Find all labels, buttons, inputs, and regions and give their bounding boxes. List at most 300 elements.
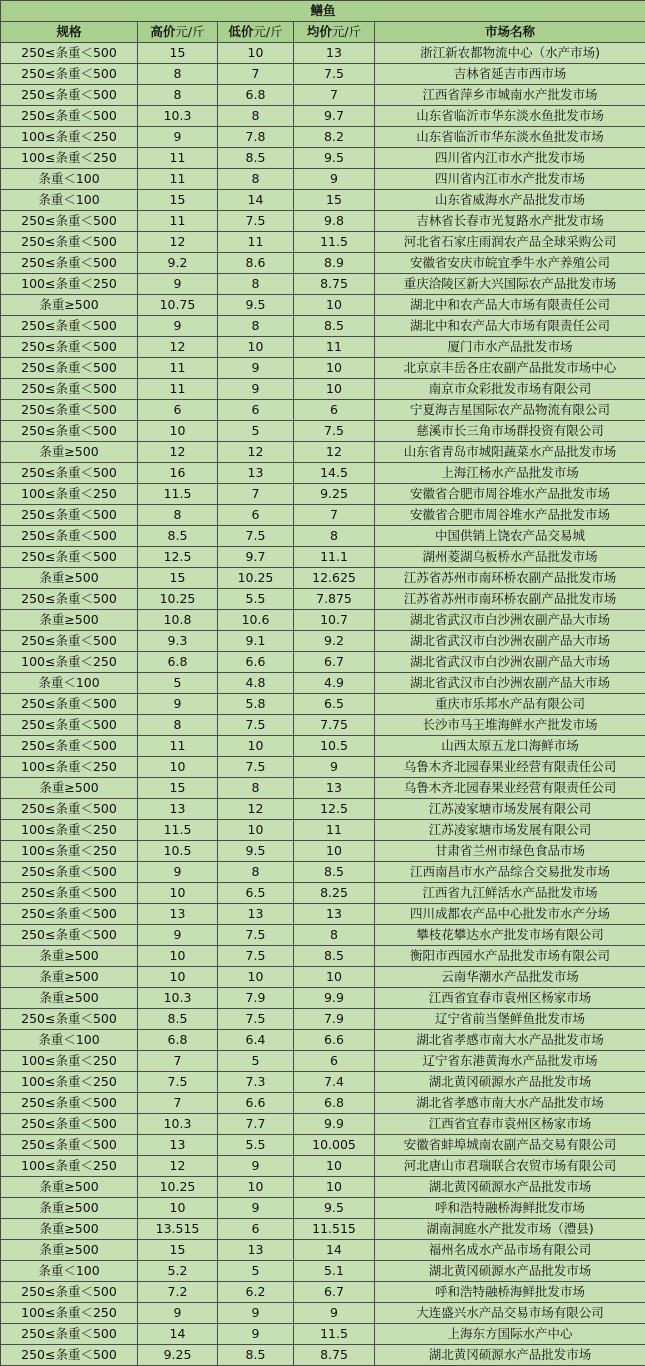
low-price-cell: 9.5 — [218, 295, 294, 316]
table-row — [1, 211, 645, 232]
low-price-cell: 10 — [218, 337, 294, 358]
table-row — [1, 694, 645, 715]
high-price-cell: 11 — [138, 736, 218, 757]
table-row — [1, 1114, 645, 1135]
spec-cell: 250≤条重＜500 — [1, 400, 138, 421]
avg-price-cell: 7.75 — [294, 715, 375, 736]
low-price-cell: 5 — [218, 1261, 294, 1282]
low-price-cell: 12 — [218, 799, 294, 820]
spec-cell: 条重＜100 — [1, 169, 138, 190]
high-price-cell: 15 — [138, 1240, 218, 1261]
market-name-cell: 乌鲁木齐北园春果业经营有限责任公司 — [375, 757, 645, 778]
table-row — [1, 736, 645, 757]
table-row — [1, 106, 645, 127]
table-row — [1, 526, 645, 547]
low-price-cell: 9.7 — [218, 547, 294, 568]
low-price-cell: 4.8 — [218, 673, 294, 694]
high-price-cell: 8.5 — [138, 1009, 218, 1030]
high-price-cell: 6.8 — [138, 652, 218, 673]
low-price-cell: 10 — [218, 967, 294, 988]
avg-price-cell: 7 — [294, 505, 375, 526]
market-name-cell: 宁夏海吉星国际农产品物流有限公司 — [375, 400, 645, 421]
table-row — [1, 799, 645, 820]
table-row — [1, 820, 645, 841]
high-price-cell: 11 — [138, 169, 218, 190]
table-row — [1, 589, 645, 610]
low-price-cell: 14 — [218, 190, 294, 211]
low-price-cell: 10.25 — [218, 568, 294, 589]
market-name-cell: 中国供销上饶农产品交易城 — [375, 526, 645, 547]
avg-price-cell: 8.5 — [294, 946, 375, 967]
market-name-cell: 安徽省蚌埠城南农副产品交易有限公司 — [375, 1135, 645, 1156]
high-price-cell: 5.2 — [138, 1261, 218, 1282]
spec-cell: 250≤条重＜500 — [1, 862, 138, 883]
low-price-cell: 6.2 — [218, 1282, 294, 1303]
spec-cell: 250≤条重＜500 — [1, 106, 138, 127]
high-price-cell: 8.5 — [138, 526, 218, 547]
spec-cell: 250≤条重＜500 — [1, 799, 138, 820]
high-price-cell: 10.5 — [138, 841, 218, 862]
market-name-cell: 安徽省合肥市周谷堆水产品批发市场 — [375, 484, 645, 505]
spec-cell: 250≤条重＜500 — [1, 883, 138, 904]
avg-price-cell: 8.25 — [294, 883, 375, 904]
avg-price-cell: 8 — [294, 925, 375, 946]
market-name-cell: 吉林省长春市光复路水产批发市场 — [375, 211, 645, 232]
market-name-cell: 江西省宜春市袁州区杨家市场 — [375, 988, 645, 1009]
table-row — [1, 463, 645, 484]
avg-price-cell: 7.5 — [294, 421, 375, 442]
market-name-cell: 江苏凌家塘市场发展有限公司 — [375, 799, 645, 820]
market-name-cell: 辽宁省前当堡鲜鱼批发市场 — [375, 1009, 645, 1030]
avg-price-cell: 12.625 — [294, 568, 375, 589]
spec-cell: 250≤条重＜500 — [1, 85, 138, 106]
avg-price-cell: 9 — [294, 169, 375, 190]
low-price-cell: 9.1 — [218, 631, 294, 652]
high-price-cell: 10 — [138, 1198, 218, 1219]
table-row — [1, 1093, 645, 1114]
avg-price-cell: 5.1 — [294, 1261, 375, 1282]
high-price-cell: 11.5 — [138, 820, 218, 841]
spec-cell: 250≤条重＜500 — [1, 925, 138, 946]
avg-price-cell: 9.7 — [294, 106, 375, 127]
high-price-cell: 11 — [138, 358, 218, 379]
market-name-cell: 吉林省延吉市西市场 — [375, 64, 645, 85]
low-price-cell: 8 — [218, 862, 294, 883]
market-name-cell: 四川省内江市水产批发市场 — [375, 148, 645, 169]
high-price-cell: 12 — [138, 442, 218, 463]
market-name-cell: 上海江杨水产品批发市场 — [375, 463, 645, 484]
avg-price-cell: 11 — [294, 337, 375, 358]
table-row — [1, 610, 645, 631]
low-price-cell: 8 — [218, 169, 294, 190]
spec-cell: 100≤条重＜250 — [1, 484, 138, 505]
spec-cell: 条重＜100 — [1, 1261, 138, 1282]
high-price-cell: 12.5 — [138, 547, 218, 568]
table-row — [1, 988, 645, 1009]
high-price-cell: 16 — [138, 463, 218, 484]
avg-price-cell: 14.5 — [294, 463, 375, 484]
col-header-spec: 规格 — [1, 22, 138, 43]
market-name-cell: 湖北黄冈硕源水产品批发市场 — [375, 1261, 645, 1282]
low-price-cell: 6.5 — [218, 883, 294, 904]
spec-cell: 条重＜100 — [1, 190, 138, 211]
table-row — [1, 652, 645, 673]
col-header-high-unit: 元/斤 — [175, 24, 205, 39]
low-price-cell: 6 — [218, 505, 294, 526]
avg-price-cell: 12.5 — [294, 799, 375, 820]
low-price-cell: 8 — [218, 106, 294, 127]
low-price-cell: 7 — [218, 484, 294, 505]
high-price-cell: 10.3 — [138, 106, 218, 127]
low-price-cell: 10.6 — [218, 610, 294, 631]
low-price-cell: 7.5 — [218, 757, 294, 778]
table-row — [1, 274, 645, 295]
table-row — [1, 1072, 645, 1093]
market-name-cell: 江西省萍乡市城南水产批发市场 — [375, 85, 645, 106]
table-row — [1, 883, 645, 904]
low-price-cell: 8.5 — [218, 1345, 294, 1366]
spec-cell: 250≤条重＜500 — [1, 421, 138, 442]
high-price-cell: 8 — [138, 85, 218, 106]
spec-cell: 250≤条重＜500 — [1, 505, 138, 526]
market-name-cell: 长沙市马王堆海鲜水产批发市场 — [375, 715, 645, 736]
spec-cell: 条重≥500 — [1, 295, 138, 316]
low-price-cell: 8.5 — [218, 148, 294, 169]
low-price-cell: 6.8 — [218, 85, 294, 106]
table-row — [1, 1198, 645, 1219]
spec-cell: 250≤条重＜500 — [1, 1345, 138, 1366]
low-price-cell: 9 — [218, 379, 294, 400]
table-row — [1, 43, 645, 64]
market-name-cell: 山东省临沂市华东淡水鱼批发市场 — [375, 127, 645, 148]
market-name-cell: 乌鲁木齐北园春果业经营有限责任公司 — [375, 778, 645, 799]
high-price-cell: 10.3 — [138, 1114, 218, 1135]
spec-cell: 条重≥500 — [1, 946, 138, 967]
avg-price-cell: 9.8 — [294, 211, 375, 232]
low-price-cell: 8 — [218, 778, 294, 799]
avg-price-cell: 6.5 — [294, 694, 375, 715]
spec-cell: 250≤条重＜500 — [1, 43, 138, 64]
avg-price-cell: 8.75 — [294, 1345, 375, 1366]
market-name-cell: 重庆市乐邦水产品有限公司 — [375, 694, 645, 715]
spec-cell: 100≤条重＜250 — [1, 757, 138, 778]
low-price-cell: 5.5 — [218, 589, 294, 610]
low-price-cell: 6 — [218, 400, 294, 421]
spec-cell: 250≤条重＜500 — [1, 337, 138, 358]
spec-cell: 250≤条重＜500 — [1, 211, 138, 232]
low-price-cell: 7.5 — [218, 526, 294, 547]
avg-price-cell: 10 — [294, 1177, 375, 1198]
high-price-cell: 15 — [138, 568, 218, 589]
low-price-cell: 13 — [218, 463, 294, 484]
market-name-cell: 厦门市水产品批发市场 — [375, 337, 645, 358]
high-price-cell: 13.515 — [138, 1219, 218, 1240]
market-name-cell: 湖北省武汉市白沙洲农副产品大市场 — [375, 610, 645, 631]
high-price-cell: 7.5 — [138, 1072, 218, 1093]
high-price-cell: 10 — [138, 757, 218, 778]
table-row — [1, 358, 645, 379]
avg-price-cell: 7 — [294, 85, 375, 106]
low-price-cell: 6 — [218, 1219, 294, 1240]
spec-cell: 条重≥500 — [1, 610, 138, 631]
high-price-cell: 12 — [138, 232, 218, 253]
high-price-cell: 9.25 — [138, 1345, 218, 1366]
market-name-cell: 湖北省武汉市白沙洲农副产品大市场 — [375, 673, 645, 694]
spec-cell: 250≤条重＜500 — [1, 694, 138, 715]
title-row — [1, 1, 645, 22]
table-row — [1, 967, 645, 988]
low-price-cell: 10 — [218, 736, 294, 757]
table-row — [1, 295, 645, 316]
avg-price-cell: 7.9 — [294, 1009, 375, 1030]
low-price-cell: 9 — [218, 1324, 294, 1345]
high-price-cell: 11 — [138, 148, 218, 169]
avg-price-cell: 4.9 — [294, 673, 375, 694]
table-row — [1, 1261, 645, 1282]
high-price-cell: 9 — [138, 316, 218, 337]
low-price-cell: 7.8 — [218, 127, 294, 148]
avg-price-cell: 9 — [294, 1303, 375, 1324]
spec-cell: 条重≥500 — [1, 442, 138, 463]
low-price-cell: 5.5 — [218, 1135, 294, 1156]
table-title: 鳝鱼 — [1, 1, 645, 22]
market-name-cell: 江西省宜春市袁州区杨家市场 — [375, 1114, 645, 1135]
low-price-cell: 13 — [218, 1240, 294, 1261]
avg-price-cell: 6.7 — [294, 1282, 375, 1303]
spec-cell: 250≤条重＜500 — [1, 904, 138, 925]
high-price-cell: 9 — [138, 127, 218, 148]
table-row — [1, 253, 645, 274]
market-name-cell: 辽宁省东港黄海水产品批发市场 — [375, 1051, 645, 1072]
avg-price-cell: 8.2 — [294, 127, 375, 148]
market-name-cell: 湖北省武汉市白沙洲农副产品大市场 — [375, 631, 645, 652]
spec-cell: 250≤条重＜500 — [1, 64, 138, 85]
avg-price-cell: 7.5 — [294, 64, 375, 85]
avg-price-cell: 13 — [294, 43, 375, 64]
spec-cell: 250≤条重＜500 — [1, 379, 138, 400]
table-row — [1, 337, 645, 358]
spec-cell: 条重≥500 — [1, 1177, 138, 1198]
high-price-cell: 8 — [138, 715, 218, 736]
high-price-cell: 10.8 — [138, 610, 218, 631]
high-price-cell: 9.2 — [138, 253, 218, 274]
market-name-cell: 呼和浩特融桥海鲜批发市场 — [375, 1198, 645, 1219]
high-price-cell: 7.2 — [138, 1282, 218, 1303]
table-row — [1, 190, 645, 211]
market-name-cell: 攀枝花攀达水产批发市场有限公司 — [375, 925, 645, 946]
market-name-cell: 四川成都农产品中心批发市水产分场 — [375, 904, 645, 925]
market-name-cell: 大连盛兴水产品交易市场有限公司 — [375, 1303, 645, 1324]
market-name-cell: 湖南洞庭水产批发市场（澧县) — [375, 1219, 645, 1240]
low-price-cell: 8 — [218, 274, 294, 295]
market-name-cell: 呼和浩特融桥海鲜批发市场 — [375, 1282, 645, 1303]
table-row — [1, 1156, 645, 1177]
table-row — [1, 1051, 645, 1072]
spec-cell: 条重≥500 — [1, 967, 138, 988]
market-name-cell: 山西太原五龙口海鲜市场 — [375, 736, 645, 757]
table-row — [1, 1135, 645, 1156]
avg-price-cell: 6.7 — [294, 652, 375, 673]
market-name-cell: 慈溪市长三角市场群投资有限公司 — [375, 421, 645, 442]
market-name-cell: 上海东方国际水产中心 — [375, 1324, 645, 1345]
market-name-cell: 湖北省武汉市白沙洲农副产品大市场 — [375, 652, 645, 673]
low-price-cell: 8 — [218, 316, 294, 337]
high-price-cell: 15 — [138, 43, 218, 64]
table-row — [1, 547, 645, 568]
table-row — [1, 568, 645, 589]
table-row — [1, 925, 645, 946]
avg-price-cell: 8.5 — [294, 862, 375, 883]
avg-price-cell: 9.25 — [294, 484, 375, 505]
table-row — [1, 1009, 645, 1030]
col-header-high — [138, 22, 218, 43]
high-price-cell: 10.3 — [138, 988, 218, 1009]
market-name-cell: 湖北省孝感市南大水产品批发市场 — [375, 1030, 645, 1051]
high-price-cell: 11 — [138, 211, 218, 232]
market-name-cell: 湖北黄冈硕源水产品批发市场 — [375, 1072, 645, 1093]
table-row — [1, 904, 645, 925]
spec-cell: 250≤条重＜500 — [1, 736, 138, 757]
high-price-cell: 6 — [138, 400, 218, 421]
spec-cell: 250≤条重＜500 — [1, 1135, 138, 1156]
avg-price-cell: 10 — [294, 967, 375, 988]
table-row — [1, 862, 645, 883]
market-name-cell: 山东省青岛市城阳蔬菜水产品批发市场 — [375, 442, 645, 463]
avg-price-cell: 8.5 — [294, 316, 375, 337]
col-header-avg — [294, 22, 375, 43]
spec-cell: 条重≥500 — [1, 568, 138, 589]
high-price-cell: 13 — [138, 1135, 218, 1156]
high-price-cell: 15 — [138, 190, 218, 211]
spec-cell: 250≤条重＜500 — [1, 253, 138, 274]
table-row — [1, 1303, 645, 1324]
table-row — [1, 715, 645, 736]
low-price-cell: 7.5 — [218, 715, 294, 736]
market-name-cell: 湖北省孝感市南大水产品批发市场 — [375, 1093, 645, 1114]
spec-cell: 100≤条重＜250 — [1, 148, 138, 169]
market-name-cell: 重庆洽陵区新大兴国际农产品批发市场 — [375, 274, 645, 295]
avg-price-cell: 6 — [294, 400, 375, 421]
avg-price-cell: 6.8 — [294, 1093, 375, 1114]
header-row — [1, 22, 645, 43]
market-name-cell: 湖北中和农产品大市场有限责任公司 — [375, 316, 645, 337]
avg-price-cell: 10 — [294, 1156, 375, 1177]
high-price-cell: 13 — [138, 799, 218, 820]
avg-price-cell: 6.6 — [294, 1030, 375, 1051]
high-price-cell: 9 — [138, 1303, 218, 1324]
high-price-cell: 10 — [138, 421, 218, 442]
avg-price-cell: 13 — [294, 778, 375, 799]
low-price-cell: 5.8 — [218, 694, 294, 715]
low-price-cell: 10 — [218, 43, 294, 64]
avg-price-cell: 11.5 — [294, 1324, 375, 1345]
high-price-cell: 12 — [138, 1156, 218, 1177]
market-name-cell: 甘肃省兰州市绿色食品市场 — [375, 841, 645, 862]
spec-cell: 条重≥500 — [1, 1198, 138, 1219]
high-price-cell: 10.25 — [138, 589, 218, 610]
spec-cell: 100≤条重＜250 — [1, 1072, 138, 1093]
avg-price-cell: 11.5 — [294, 232, 375, 253]
low-price-cell: 9 — [218, 358, 294, 379]
col-header-low-label: 低价 — [228, 24, 254, 39]
market-name-cell: 安徽省安庆市皖宜季牛水产养殖公司 — [375, 253, 645, 274]
avg-price-cell: 8 — [294, 526, 375, 547]
market-name-cell: 山东省威海水产品批发市场 — [375, 190, 645, 211]
spec-cell: 250≤条重＜500 — [1, 316, 138, 337]
avg-price-cell: 15 — [294, 190, 375, 211]
spec-cell: 条重＜100 — [1, 673, 138, 694]
avg-price-cell: 9.9 — [294, 1114, 375, 1135]
market-name-cell: 云南华潮水产品批发市场 — [375, 967, 645, 988]
avg-price-cell: 6 — [294, 1051, 375, 1072]
high-price-cell: 15 — [138, 778, 218, 799]
table-row — [1, 1324, 645, 1345]
spec-cell: 250≤条重＜500 — [1, 631, 138, 652]
low-price-cell: 5 — [218, 421, 294, 442]
high-price-cell: 7 — [138, 1051, 218, 1072]
high-price-cell: 11 — [138, 379, 218, 400]
spec-cell: 250≤条重＜500 — [1, 232, 138, 253]
low-price-cell: 7.3 — [218, 1072, 294, 1093]
spec-cell: 250≤条重＜500 — [1, 1324, 138, 1345]
avg-price-cell: 11.1 — [294, 547, 375, 568]
col-header-avg-label: 均价 — [306, 24, 332, 39]
spec-cell: 条重≥500 — [1, 988, 138, 1009]
market-name-cell: 四川省内江市水产批发市场 — [375, 169, 645, 190]
market-name-cell: 安徽省合肥市周谷堆水产品批发市场 — [375, 505, 645, 526]
low-price-cell: 9 — [218, 1156, 294, 1177]
table-row — [1, 946, 645, 967]
spec-cell: 条重＜100 — [1, 1030, 138, 1051]
avg-price-cell: 13 — [294, 904, 375, 925]
table-row — [1, 169, 645, 190]
table-row — [1, 673, 645, 694]
low-price-cell: 9 — [218, 1303, 294, 1324]
table-row — [1, 757, 645, 778]
table-row — [1, 1030, 645, 1051]
low-price-cell: 11 — [218, 232, 294, 253]
table-row — [1, 505, 645, 526]
table-row — [1, 1240, 645, 1261]
table-row — [1, 1177, 645, 1198]
market-name-cell: 河北省石家庄雨润农产品全球采购公司 — [375, 232, 645, 253]
market-name-cell: 江苏省苏州市南环桥农副产品批发市场 — [375, 589, 645, 610]
low-price-cell: 7.5 — [218, 946, 294, 967]
spec-cell: 250≤条重＜500 — [1, 526, 138, 547]
table-row — [1, 778, 645, 799]
market-name-cell: 湖北中和农产品大市场有限责任公司 — [375, 295, 645, 316]
spec-cell: 100≤条重＜250 — [1, 274, 138, 295]
high-price-cell: 9.3 — [138, 631, 218, 652]
table-body — [1, 43, 645, 1366]
table-row — [1, 1282, 645, 1303]
high-price-cell: 10 — [138, 883, 218, 904]
high-price-cell: 10.75 — [138, 295, 218, 316]
high-price-cell: 10.25 — [138, 1177, 218, 1198]
low-price-cell: 6.6 — [218, 652, 294, 673]
table-row — [1, 1219, 645, 1240]
low-price-cell: 8.6 — [218, 253, 294, 274]
low-price-cell: 5 — [218, 1051, 294, 1072]
avg-price-cell: 9.5 — [294, 1198, 375, 1219]
high-price-cell: 7 — [138, 1093, 218, 1114]
high-price-cell: 8 — [138, 64, 218, 85]
table-row — [1, 148, 645, 169]
high-price-cell: 14 — [138, 1324, 218, 1345]
low-price-cell: 9.5 — [218, 841, 294, 862]
avg-price-cell: 9.5 — [294, 148, 375, 169]
avg-price-cell: 10 — [294, 841, 375, 862]
